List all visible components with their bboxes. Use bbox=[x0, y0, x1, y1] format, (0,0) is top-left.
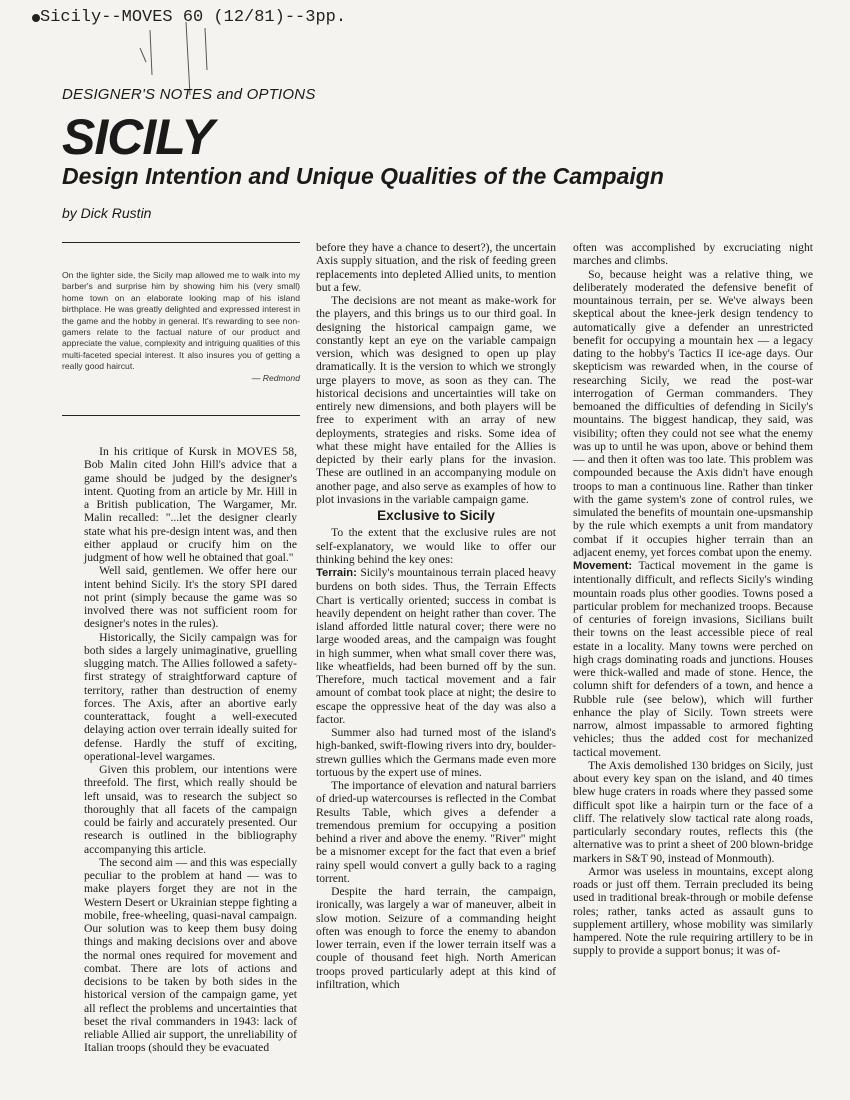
paragraph: In his critique of Kursk in MOVES 58, Bob Malin cited John Hill's advice that a game should be judged by the designer's intent. Quoting from an article by Mr. Hill in a British publication, The Wargamer, Mr. Malin recalled: "...let the designer clearly state what his pre-design intent was, and then either applaud or crucify him on the judgment of how well he obtained that goal." bbox=[84, 445, 297, 564]
byline: by Dick Rustin bbox=[62, 205, 152, 221]
paragraph: To the extent that the exclusive rules are not self-explanatory, we would like to offer our thinking behind the key ones: bbox=[316, 526, 556, 566]
section-tag: DESIGNER'S NOTES and OPTIONS bbox=[62, 86, 316, 103]
article-title: SICILY bbox=[62, 109, 214, 165]
article-subtitle: Design Intention and Unique Qualities of the Campaign bbox=[62, 163, 664, 189]
paragraph bbox=[573, 559, 813, 759]
paragraph-text: Tactical movement in the game is intentionally difficult, and reflects Sicily's winding mountain roads plus other goodies. Towns posed a particular problem for mechanized troops. Because of centuries of foreign invasions, Sicilians built their towns on the least accessible piece of real estate in a locality. Many towns were perched on high crags dominating roads and junctions. Houses were thick-walled and made of stone. Hence, the column shift for defenders of a town, and hence a Rubble rule (see below), which will further enhance the play of Sicily. Town streets were narrow, almost impassable to armored fighting vehicles; thus the added cost for mechanized tactical movement. bbox=[573, 559, 813, 759]
paragraph: The Axis demolished 130 bridges on Sicily, just about every key span on the island, and 40 times blew huge craters in roads where they passed some difficult spot like a hairpin turn or the face of a cliff. The relatively slow tactical rate along roads, particularly secondary routes, reflects this (the alternative was to print a sheet of 200 blown-bridge markers in S&T 90, instead of Monmouth). bbox=[573, 758, 813, 865]
movement-label: Movement: bbox=[573, 560, 633, 572]
paragraph bbox=[316, 566, 556, 726]
column-2 bbox=[316, 241, 556, 991]
pencil-scribble bbox=[140, 22, 207, 95]
paragraph: The decisions are not meant as make-work for the players, and this brings us to our third goal. In designing the historical campaign game, we constantly kept an eye on the variable campaign version, which was designed to open up play dramatically. It is the version to which we strongly urge players to move, as soon as they can. The historical decisions and uncertainties will take on entirely new dimensions, and both players will be free to experiment with an array of new deployments, strategies and risks. Some idea of what these might have entailed for the Allies is depicted by their early plans for the invasion. These are outlined in an accompanying module on another page, and also serve as examples of how to plot invasions in the variable campaign game. bbox=[316, 294, 556, 506]
paragraph: The second aim — and this was especially peculiar to the problem at hand — was to make players forget they are not in the Western Desert or Ukrainian steppe fighting a mobile, free-wheeling, quasi-naval campaign. Our solution was to keep them busy doing things and making decisions over and above the normal ones required for movement and combat. There are lots of actions and decisions to be taken by both sides in the historical version of the campaign game, yet all reflect the problems and uncertainties that beset the rival commanders in 1943: lack of reliable Allied air support, the unreliability of Italian troops (should they be evacuated bbox=[84, 855, 297, 1055]
ink-mark bbox=[32, 14, 40, 22]
sidebar-top-rule bbox=[62, 242, 300, 243]
paragraph: before they have a chance to desert?), the uncertain Axis supply situation, and the risk of feeding green replacements into depleted Allied units, to mention but a few. bbox=[316, 241, 556, 294]
paragraph: often was accomplished by excruciating night marches and climbs. bbox=[573, 241, 813, 268]
column-1 bbox=[84, 445, 297, 1055]
paragraph: Given this problem, our intentions were threefold. The first, which really should be left unsaid, was to research the subject so thoroughly that all facets of the campaign could be fairly and accurately presented. Our research is outlined in the bibliography accompanying this article. bbox=[84, 763, 297, 856]
paragraph: The importance of elevation and natural barriers of dried-up watercourses is reflected in the Combat Results Table, which gives a defender a tremendous premium for occupying a position behind a river and above the enemy. "River" might be a misnomer except for the fact that even a brief rainy spell would convert a gully back to a raging torrent. bbox=[316, 779, 556, 885]
paragraph-text: Sicily's mountainous terrain placed heavy burdens on both sides. Thus, the Terrain Effects Chart is vertically oriented; success in combat is heavily dependent on height rather than cover. The island afforded little natural cover; there were no large wooded areas, and the campaign was fought in high summer, when what small cover there was, like wheatfields, had been burned off by the sun. Therefore, much tactical movement and a fair amount of combat took place at night; the desire to escape the oppressive heat of the day was also a factor. bbox=[316, 566, 556, 726]
typed-header-note: Sicily--MOVES 60 (12/81)--3pp. bbox=[40, 8, 347, 27]
paragraph: Despite the hard terrain, the campaign, ironically, was largely a war of maneuver, albeit in slow motion. Seizure of a commanding height often was enough to force the enemy to abandon lower terrain, even if the lower terrain itself was a couple of thousand feet high. North American troops proved particularly adept at this kind of infiltration, which bbox=[316, 885, 556, 991]
paragraph: So, because height was a relative thing, we deliberately moderated the defensive benefit of mountainous terrain, per se. We've always been skeptical about the knee-jerk design tendency to automatically give a defender an unrestricted benefit for occupying a mountain hex — a legacy dating to the hobby's Tactics II ice-age days. Our skepticism was rewarded when, in the course of researching Sicily, we read the post-war interrogation of German commanders. They bemoaned the difficulties of defending in Sicily's mountains. The biggest handicap, they said, was visibility; often they could not see what the enemy was up to until he was upon, above or behind them — and then it often was too late. This problem was compounded because the Axis didn't have enough troops to man a continuous line. Rather than tinker with the game system's zone of control rules, we simulated the benefits of mountain one-upsmanship by the rule which exempts a unit from mandatory combat if it occupies higher terrain than an adjacent enemy, yet forces combat upon the enemy. bbox=[573, 267, 813, 559]
sidebar-note bbox=[62, 270, 300, 384]
paragraph: Summer also had turned most of the island's high-banked, swift-flowing rivers into dry, boulder-strewn gullies which the Germans made even more tortuous by the expert use of mines. bbox=[316, 726, 556, 779]
sidebar-bottom-rule bbox=[62, 415, 300, 416]
column-3 bbox=[573, 241, 813, 958]
paragraph: Armor was useless in mountains, except along roads or just off them. Terrain precluded its being used in traditional break-through or mobile defense roles; rather, tanks acted as assault guns to supplement artillery, whose mobility was similarly hampered. Note the rule requiring artillery to be in supply to provide a support bonus; it was of- bbox=[573, 864, 813, 958]
sidebar-text: On the lighter side, the Sicily map allowed me to walk into my barber's and surprise him by showing him his (very small) home town on an elaborate looking map of his island birthplace. He was greatly delighted and expressed interest in the game and the hobby in general. It's rewarding to see non-gamers relate to the factual nature of our product and appreciate the value, complexity and intriguing qualities of this multi-faceted special interest. It also insures you of getting a really good haircut. bbox=[62, 270, 300, 372]
paragraph: Well said, gentlemen. We offer here our intent behind Sicily. It's the story SPI dared not print (simply because the game was so involved there was not sufficient room for designer's notes in the rules). bbox=[84, 564, 297, 631]
terrain-label: Terrain: bbox=[316, 567, 357, 579]
section-heading: Exclusive to Sicily bbox=[377, 508, 495, 523]
sidebar-signature: — Redmond bbox=[251, 372, 300, 383]
paragraph: Historically, the Sicily campaign was for both sides a largely unimaginative, gruelling slugging match. The Allies followed a safety-first strategy of straightforward capture of territory, rather than destruction of enemy forces. The Axis, after an abortive early counterattack, fought a well-executed delaying action over terrain ideally suited for defense. Hardly the stuff of exciting, operational-level wargames. bbox=[84, 630, 297, 763]
